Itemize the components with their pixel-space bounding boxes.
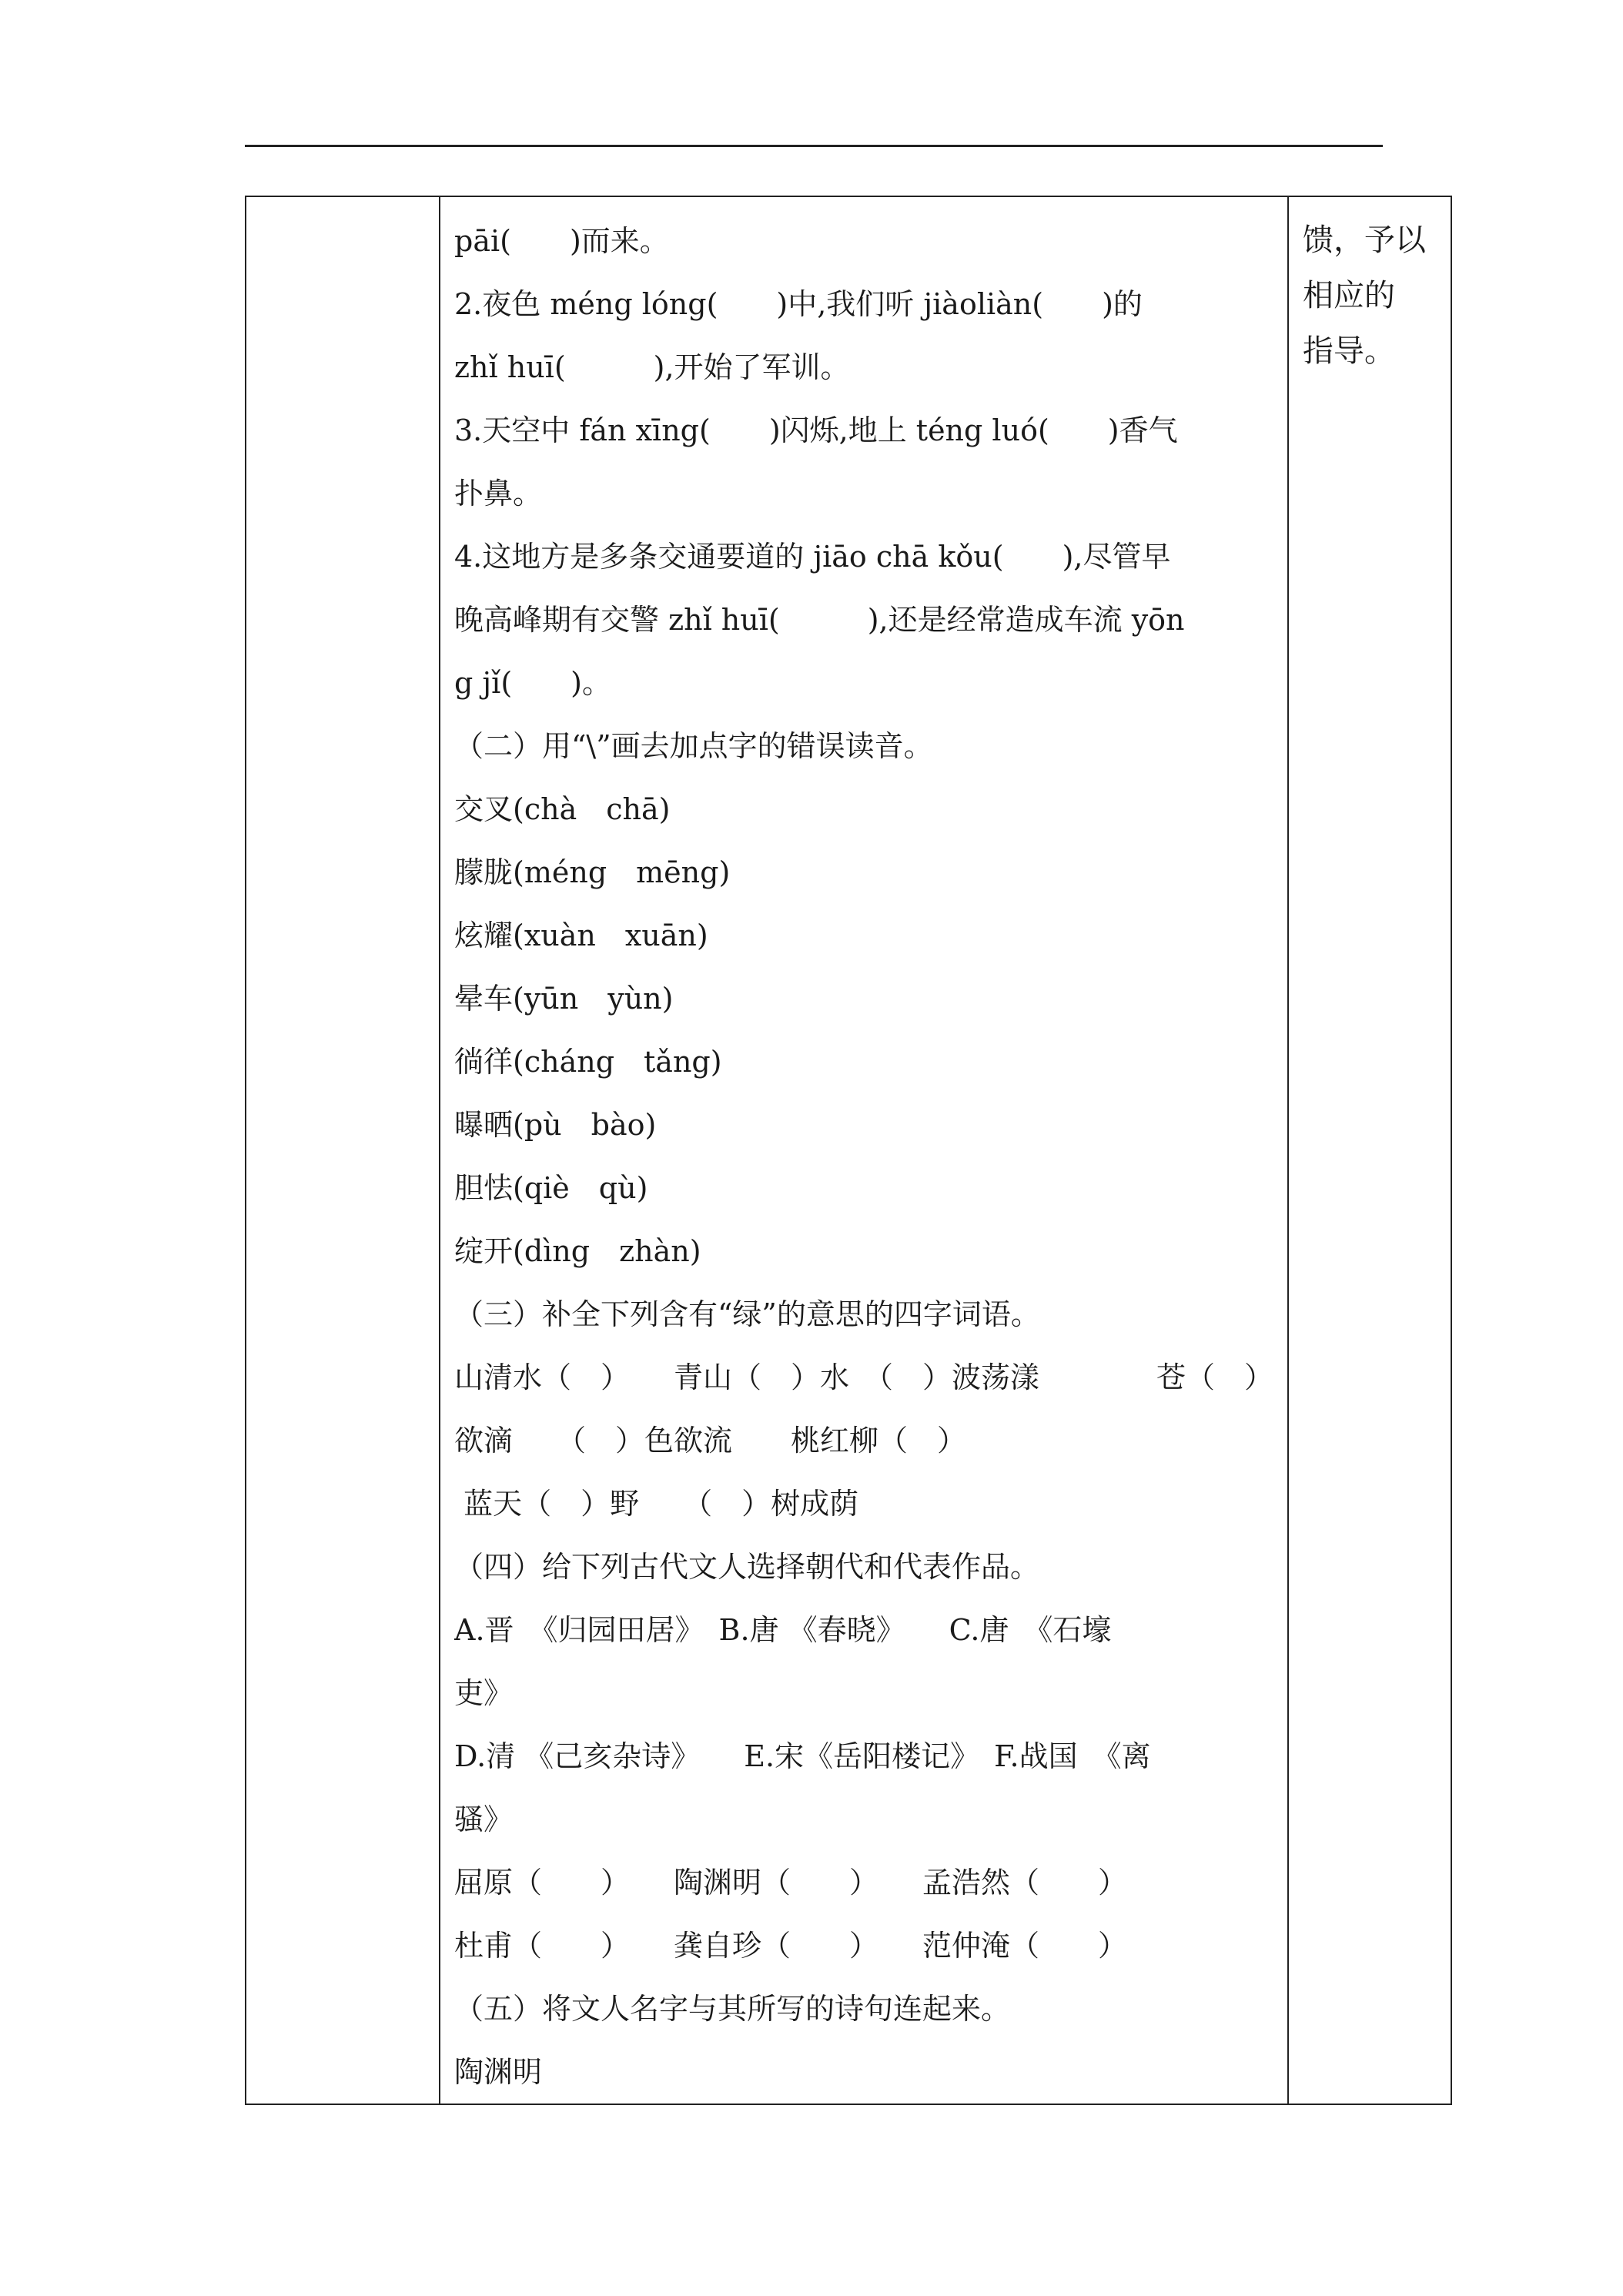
header-rule	[245, 145, 1383, 147]
content-line: 绽开(dìng zhàn)	[454, 1234, 701, 1268]
notes-line: 相应的	[1303, 278, 1395, 313]
content-line: D.清 《己亥杂诗》 E.宋《岳阳楼记》 F.战国 《离	[454, 1739, 1151, 1773]
notes-line: 指导。	[1303, 333, 1395, 369]
table-row	[246, 196, 1451, 2104]
section-heading: （二）用“\”画去加点字的错误读音。	[454, 729, 933, 763]
content-line: pāi( )而来。	[454, 224, 669, 258]
teacher-notes-cell	[1288, 196, 1451, 2104]
section-heading: （四）给下列古代文人选择朝代和代表作品。	[454, 1550, 1040, 1584]
content-line: 晚高峰期有交警 zhǐ huī( ),还是经常造成车流 yōn	[454, 603, 1185, 637]
content-line: 曝晒(pù bào)	[454, 1108, 657, 1142]
content-line: 朦胧(méng mēng)	[454, 855, 731, 889]
content-line: 4.这地方是多条交通要道的 jiāo chā kǒu( ),尽管早	[454, 540, 1171, 574]
content-line: 杜甫（ ） 龚自珍（ ） 范仲淹（ ）	[454, 1929, 1128, 1963]
worksheet-table	[245, 196, 1452, 2105]
section-heading: （三）补全下列含有“绿”的意思的四字词语。	[454, 1297, 1040, 1331]
notes-line: 馈，予以	[1303, 223, 1426, 258]
content-line: 晕车(yūn yùn)	[454, 982, 674, 1016]
content-line: 扑鼻。	[454, 477, 543, 510]
content-line: 骚》	[454, 1802, 514, 1836]
content-line: 3.天空中 fán xīng( )闪烁,地上 téng luó( )香气	[454, 413, 1178, 447]
section-heading: （五）将文人名字与其所写的诗句连起来。	[454, 1992, 1011, 2026]
content-line: g jǐ( )。	[454, 666, 611, 700]
content-line: 交叉(chà chā)	[454, 792, 671, 826]
content-line: 屈原（ ） 陶渊明（ ） 孟浩然（ ）	[454, 1866, 1128, 1899]
content-line: A.晋 《归园田居》 B.唐 《春晓》 C.唐 《石壕	[454, 1613, 1112, 1647]
exercise-content-cell	[440, 196, 1288, 2104]
content-line: 吏》	[454, 1676, 514, 1710]
content-line: 蓝天（ ）野 （ ）树成荫	[454, 1487, 859, 1521]
exercise-content	[440, 197, 1287, 2104]
left-column-cell	[246, 196, 440, 2104]
content-line: zhǐ huī( ),开始了军训。	[454, 350, 850, 384]
content-line: 徜徉(cháng tǎng)	[454, 1045, 722, 1079]
content-line: 胆怯(qiè qù)	[454, 1171, 648, 1205]
content-line: 山清水（ ） 青山（ ）水 （ ）波荡漾 苍（ ）	[454, 1361, 1273, 1394]
content-line: 欲滴 （ ）色欲流 桃红柳（ ）	[454, 1424, 967, 1458]
content-line: 炫耀(xuàn xuān)	[454, 919, 708, 952]
content-line: 陶渊明	[454, 2055, 543, 2089]
content-line: 2.夜色 méng lóng( )中,我们听 jiàoliàn( )的	[454, 287, 1143, 321]
teacher-notes	[1289, 197, 1451, 379]
